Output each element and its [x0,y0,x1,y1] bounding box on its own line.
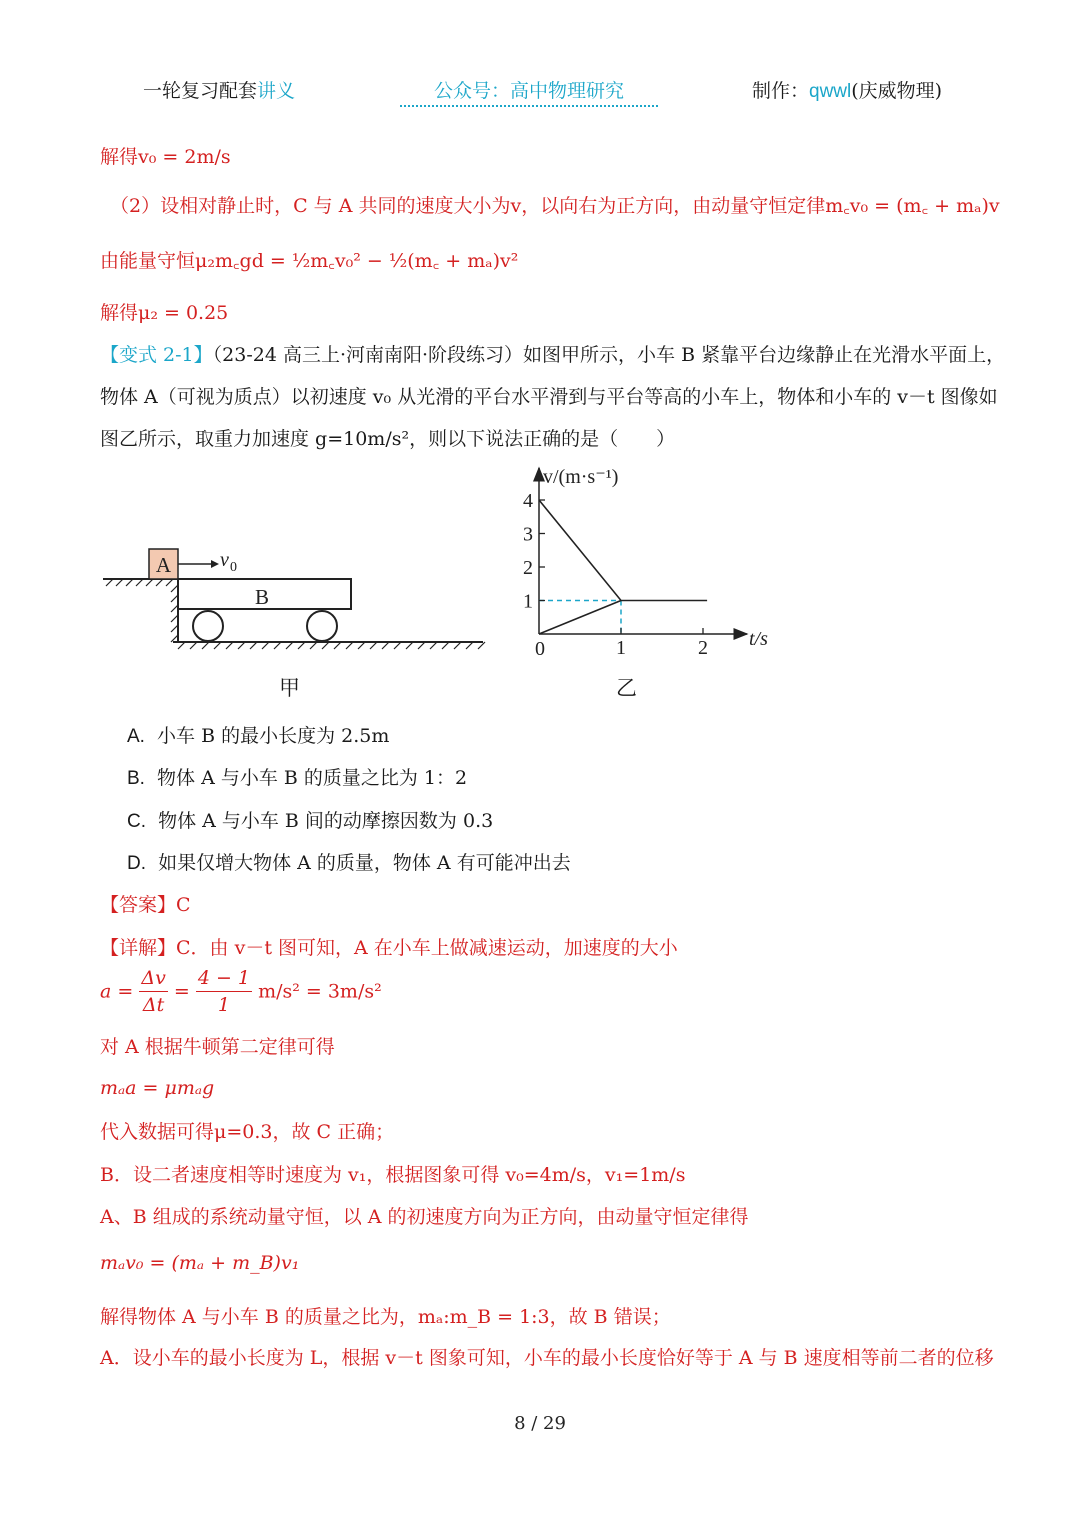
x-tick-label-2: 2 [698,637,708,659]
cart-wheel-right [307,611,337,641]
velocity-symbol: v [220,549,229,571]
option-a-label: A. [127,726,145,747]
header-right-author: qwwl [809,81,852,102]
detail-line-9: 解得物体 A 与小车 B 的质量之比为，mₐ:m_B = 1:3，故 B 错误； [100,1306,671,1328]
option-a-text: 小车 B 的最小长度为 2.5m [157,725,390,747]
page-number: 8 / 29 [514,1413,566,1434]
header-left-highlight: 讲义 [257,80,296,102]
eq-equals: = [173,980,190,1003]
detail-line-4: mₐa = μmₐg [100,1077,215,1099]
header-right-label: 制作： [752,80,810,102]
y-tick-label-2: 2 [523,557,533,579]
y-tick-label-3: 3 [523,523,533,546]
option-c-text: 物体 A 与小车 B 间的动摩擦因数为 0.3 [158,810,494,832]
velocity-arrowhead [211,560,219,568]
solution-line-1: 解得v₀ = 2m/s [100,146,231,168]
question-line-3: 图乙所示，取重力加速度 g=10m/s²，则以下说法正确的是（ ） [100,428,676,450]
header-center: 公众号：高中物理研究 [400,76,658,107]
vt-chart [515,462,785,662]
detail-line-8: mₐv₀ = (mₐ + m_B)v₁ [100,1252,300,1274]
y-tick-label-1: 1 [523,590,533,613]
header-left [143,76,295,103]
question-tag: 【变式 2-1】 [100,344,213,366]
detail-line-3: 对 A 根据牛顿第二定律可得 [100,1036,335,1058]
eq-a-prefix: a = [100,980,134,1003]
option-d-text: 如果仅增大物体 A 的质量，物体 A 有可能冲出去 [158,852,571,874]
eq-fraction-delta [139,965,167,1018]
option-b[interactable] [127,763,467,790]
detail-line-1 [100,933,678,960]
platform-hatch [106,579,173,586]
figure-caption-left: 甲 [279,676,300,700]
header-left-text: 一轮复习配套 [143,80,258,102]
x-axis-label: t/s [749,628,768,650]
detail-line-7: A、B 组成的系统动量守恒，以 A 的初速度方向为正方向，由动量守恒定律得 [100,1206,749,1228]
eq-den-values: 1 [217,994,230,1016]
cart-wheel-left [193,611,223,641]
question-line-2: 物体 A（可视为质点）以初速度 v₀ 从光滑的平台水平滑到与平台等高的小车上，物体和小车的 v－t 图像如 [100,386,998,408]
origin-label: 0 [535,638,545,660]
header-right [752,76,942,103]
answer-value: C [176,894,191,916]
option-d[interactable] [127,848,571,875]
series-line-cart-b [539,601,621,635]
option-a[interactable] [127,721,389,748]
header-right-tail: (庆威物理) [851,80,943,102]
y-axis-label: v/(m·s⁻¹) [543,466,619,488]
series-line-object-a [539,500,707,601]
detail-line-5: 代入数据可得μ=0.3，故 C 正确； [100,1121,395,1143]
detail-tag: 【详解】 [100,937,177,959]
solution-line-4: 解得μ₂ = 0.25 [100,302,229,324]
y-tick-label-4: 4 [523,490,533,512]
option-c[interactable] [127,806,493,833]
option-c-label: C. [127,811,146,832]
option-b-label: B. [127,768,145,789]
option-d-label: D. [127,853,146,874]
block-label: A [155,553,172,577]
detail-text-1: C．由 v－t 图可知，A 在小车上做减速运动，加速度的大小 [176,937,678,959]
eq-num-delta-v: Δv [139,965,167,992]
solution-line-3: 由能量守恒μ₂m꜀gd = ½m꜀v₀² − ½(m꜀ + mₐ)v² [100,250,519,272]
question-text-1: （23-24 高三上·河南南阳·阶段练习）如图甲所示，小车 B 紧靠平台边缘静止在光滑水平面上， [212,344,1006,366]
option-b-text: 物体 A 与小车 B 的质量之比为 1：2 [157,767,468,789]
eq-num-values: 4 − 1 [196,965,252,992]
solution-line-2: （2）设相对静止时，C 与 A 共同的速度大小为v，以向右为正方向，由动量守恒定律m꜀v₀ = (m꜀ + mₐ)v [110,195,1000,217]
acceleration-equation [100,965,382,1025]
cart-label: B [254,585,270,609]
eq-den-delta-t: Δt [142,994,165,1016]
answer-tag: 【答案】 [100,894,177,916]
detail-line-10: A．设小车的最小长度为 L，根据 v－t 图象可知，小车的最小长度恰好等于 A 与 B 速度相等前二者的位移 [100,1347,994,1369]
question-line-1 [100,340,1005,367]
eq-fraction-values [196,965,252,1018]
figure-caption-right: 乙 [616,676,637,700]
velocity-subscript: 0 [230,560,237,575]
ground-hatch [178,642,485,649]
wall-hatch [171,585,178,642]
detail-line-6: B．设二者速度相等时速度为 v₁，根据图象可得 v₀=4m/s，v₁=1m/s [100,1164,686,1186]
answer-line [100,890,191,917]
eq-tail: m/s² = 3m/s² [258,980,382,1003]
x-tick-label-1: 1 [616,637,626,659]
